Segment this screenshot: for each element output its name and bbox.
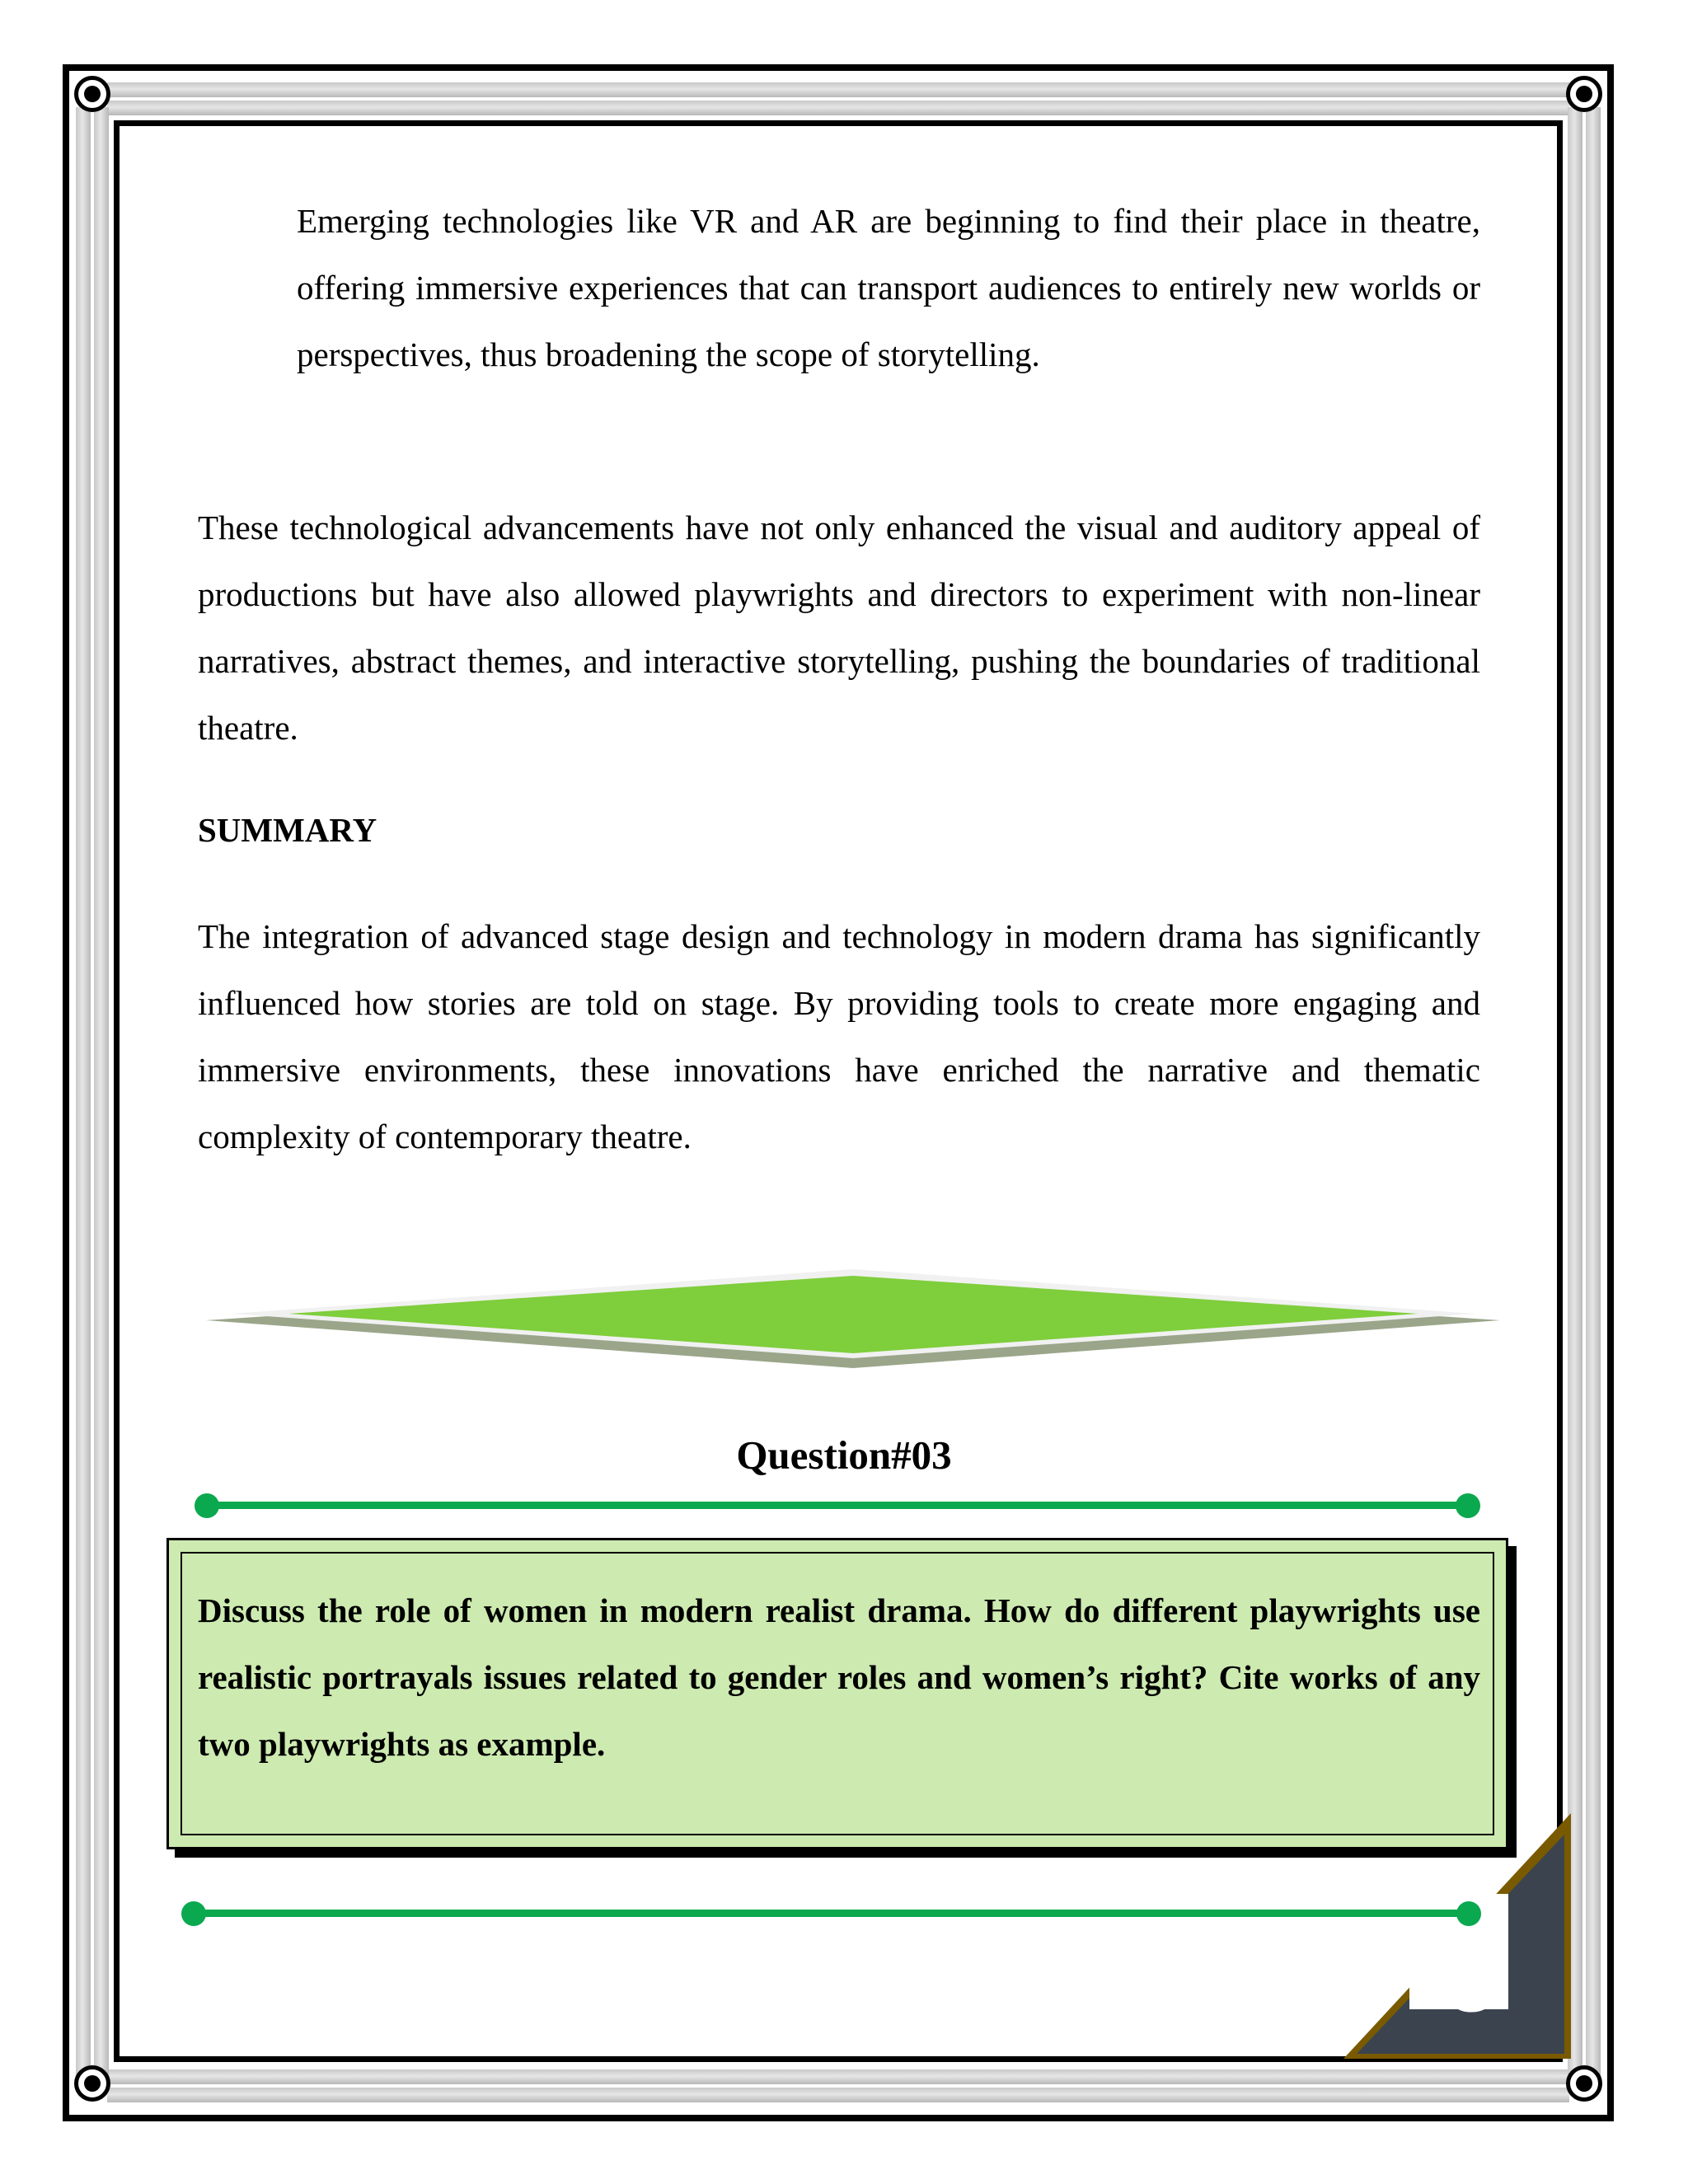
green-rule-bottom xyxy=(195,1910,1477,1917)
green-rule-top-dot-right xyxy=(1456,1493,1480,1518)
diamond-divider xyxy=(198,1261,1508,1385)
summary-heading: SUMMARY xyxy=(198,811,377,849)
green-rule-bottom-dot-left xyxy=(181,1901,206,1926)
green-rule-bottom-dot-right xyxy=(1456,1901,1481,1926)
intro-paragraph: Emerging technologies like VR and AR are beginning to find their place in theatre, offering immersive experiences that can transport audiences to entirely new worlds or perspectives, thus broadening the scope of storytelling. xyxy=(297,202,1480,373)
summary-paragraph: The integration of advanced stage design and technology in modern drama has significantly influenced how stories are told on stage. By providing tools to create more engaging and immersive environments, these innovations have enriched the narrative and thematic complexity of contemporary theatre. xyxy=(198,917,1480,1155)
question-title: Question#03 xyxy=(736,1432,952,1478)
body-paragraph: These technological advancements have not only enhanced the visual and auditory appeal of productions but have also allowed playwrights and directors to experiment with non-linear narratives, abstract themes, and interactive storytelling, pushing the boundaries of traditional theatre. xyxy=(198,509,1480,747)
diamond-fill xyxy=(288,1276,1418,1353)
question-text: Discuss the role of women in modern realist drama. How do different playwrights use realistic portrayals issues related to gender roles and women’s right? Cite works of any two playwrights as example. xyxy=(198,1591,1480,1763)
green-rule-top-dot-left xyxy=(195,1493,219,1518)
page-number: 8 xyxy=(1444,1931,1499,2032)
green-rule-top xyxy=(206,1502,1465,1509)
